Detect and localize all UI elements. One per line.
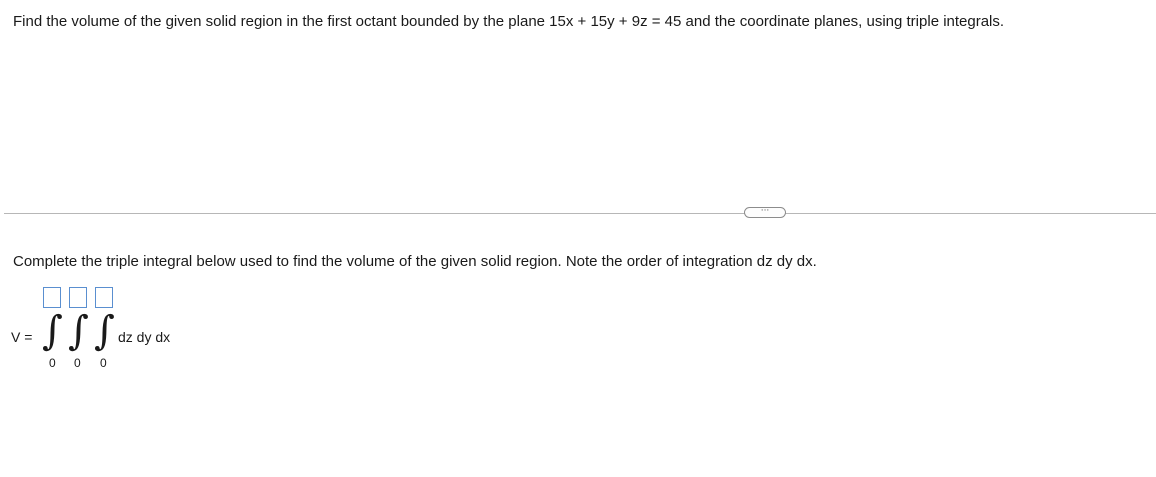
lower-limit-outer: 0 (49, 356, 56, 370)
integral-differentials: dz dy dx (118, 329, 171, 345)
upper-limit-input-outer[interactable] (43, 287, 61, 308)
upper-limit-input-middle[interactable] (69, 287, 87, 308)
integral-sign-inner: ∫ (94, 308, 115, 354)
volume-label: V = (11, 329, 33, 345)
integral-sign-outer: ∫ (42, 308, 63, 354)
ellipsis-icon: ··· (760, 206, 770, 216)
upper-limit-input-inner[interactable] (95, 287, 113, 308)
question-text: Find the volume of the given solid region in the first octant bounded by the plane 15x + 15y + 9z = 45 and the coordinate planes, using triple integrals. (13, 13, 1005, 30)
lower-limit-middle: 0 (74, 356, 81, 370)
lower-limit-inner: 0 (100, 356, 107, 370)
integral-sign-middle: ∫ (68, 308, 89, 354)
section-divider (4, 213, 1156, 214)
show-more-button[interactable] (744, 207, 786, 218)
instruction-text: Complete the triple integral below used to find the volume of the given solid region. Note the order of integration dz dy dx. (13, 253, 817, 270)
